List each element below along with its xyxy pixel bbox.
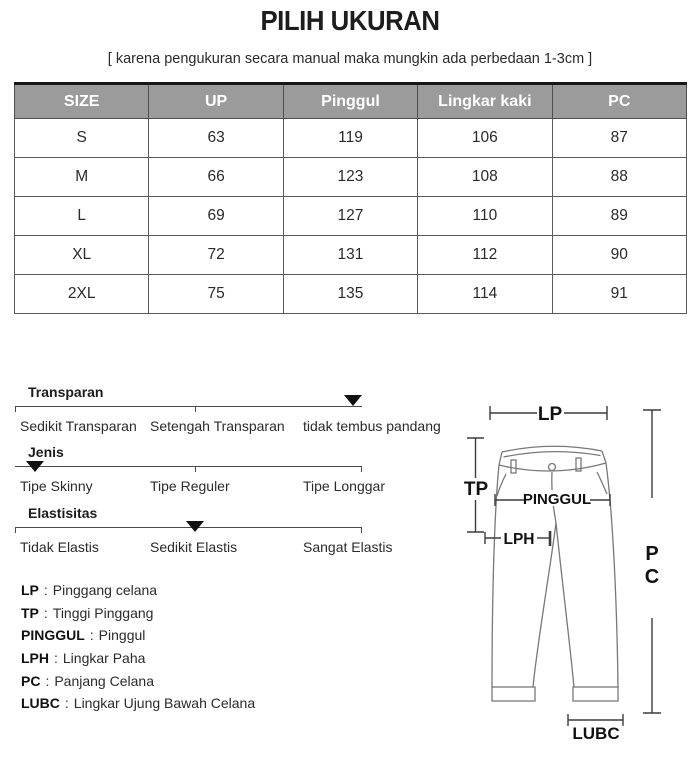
legend-item	[21, 582, 255, 605]
pc-cell: 90	[552, 236, 686, 275]
scale-tick	[195, 466, 196, 472]
marker-triangle-icon	[344, 395, 362, 406]
legend-separator: :	[64, 695, 69, 712]
pinggul-cell: 123	[283, 158, 417, 197]
legend-desc: Pinggang celana	[52, 582, 158, 598]
marker-triangle-icon	[26, 461, 44, 472]
lingkar-kaki-cell: 106	[418, 119, 552, 158]
pants-measurement-diagram	[440, 385, 700, 765]
attribute-title: Elastisitas	[28, 505, 98, 521]
scale-label: Sedikit Transparan	[20, 418, 137, 434]
type-scale	[15, 466, 362, 474]
col-header-size: SIZE	[15, 84, 149, 119]
legend-key: LPH	[21, 650, 49, 667]
pinggul-label: PINGGUL	[522, 491, 592, 508]
size-table-header-row	[15, 84, 687, 119]
scale-labels	[20, 478, 438, 495]
scale-label: Tidak Elastis	[20, 539, 99, 555]
legend-item	[21, 673, 255, 696]
legend-desc: Lingkar Paha	[62, 650, 146, 667]
up-cell: 66	[149, 158, 283, 197]
scale-label: Sedikit Elastis	[150, 539, 238, 555]
legend-separator: :	[45, 672, 50, 689]
legend	[21, 582, 255, 718]
pc-cell: 89	[552, 197, 686, 236]
scale-label: Sangat Elastis	[303, 539, 393, 555]
legend-separator: :	[43, 582, 48, 598]
scale-labels	[20, 539, 438, 556]
attribute-elasticity	[20, 505, 438, 556]
pants-outline	[492, 446, 618, 701]
scale-tick	[15, 406, 16, 412]
marker-triangle-icon	[186, 521, 204, 532]
scale-line	[15, 406, 362, 407]
up-cell: 69	[149, 197, 283, 236]
scale-label: Tipe Skinny	[20, 478, 93, 494]
col-header-pc: PC	[552, 84, 686, 119]
legend-key: LP	[21, 582, 39, 598]
lph-label: LPH	[503, 531, 535, 548]
up-cell: 75	[149, 275, 283, 314]
attribute-type	[20, 444, 438, 495]
scale-tick	[15, 527, 16, 533]
scale-label: Setengah Transparan	[150, 418, 285, 434]
size-cell: M	[15, 158, 149, 197]
table-row-m	[15, 158, 687, 197]
size-cell: S	[15, 119, 149, 158]
legend-separator: :	[43, 604, 48, 621]
col-header-up: UP	[149, 84, 283, 119]
tp-label: TP	[463, 479, 489, 500]
scale-label: tidak tembus pandang	[303, 418, 441, 434]
scale-labels	[20, 418, 441, 435]
page-subtitle: [ karena pengukuran secara manual maka mungkin ada perbedaan 1-3cm ]	[107, 51, 593, 67]
col-header-pinggul: Pinggul	[283, 84, 417, 119]
legend-separator: :	[89, 627, 94, 644]
scale-tick	[361, 466, 362, 472]
up-cell: 63	[149, 119, 283, 158]
pinggul-cell: 127	[283, 197, 417, 236]
size-cell: XL	[15, 236, 149, 275]
pc-cell: 91	[552, 275, 686, 314]
scale-tick	[361, 527, 362, 533]
attribute-transparency	[20, 384, 441, 435]
legend-item	[21, 627, 255, 650]
pc-label-p: P	[645, 543, 659, 565]
table-row-l	[15, 197, 687, 236]
legend-key: TP	[21, 604, 39, 621]
pinggul-cell: 135	[283, 275, 417, 314]
scale-label: Tipe Reguler	[150, 478, 230, 494]
pc-label-c: C	[644, 566, 660, 588]
attribute-title: Jenis	[28, 444, 64, 460]
pinggul-cell: 119	[283, 119, 417, 158]
page-title: PILIH UKURAN	[260, 5, 440, 36]
elasticity-scale	[15, 527, 362, 535]
legend-key: PC	[21, 672, 41, 689]
scale-tick	[195, 406, 196, 412]
transparency-scale	[15, 406, 362, 414]
table-row-s	[15, 119, 687, 158]
legend-item	[21, 605, 255, 628]
table-row-xl	[15, 236, 687, 275]
lingkar-kaki-cell: 108	[418, 158, 552, 197]
size-table	[14, 82, 687, 314]
legend-desc: Pinggul	[98, 627, 146, 644]
legend-separator: :	[54, 650, 58, 667]
lingkar-kaki-cell: 110	[418, 197, 552, 236]
up-cell: 72	[149, 236, 283, 275]
size-cell: L	[15, 197, 149, 236]
legend-item	[21, 650, 255, 673]
legend-item	[21, 695, 255, 718]
lingkar-kaki-cell: 114	[418, 275, 552, 314]
col-header-lingkar-kaki: Lingkar kaki	[418, 84, 552, 119]
scale-label: Tipe Longgar	[303, 478, 385, 494]
legend-key: LUBC	[21, 695, 60, 712]
pinggul-cell: 131	[283, 236, 417, 275]
pc-cell: 87	[552, 119, 686, 158]
attribute-title: Transparan	[28, 384, 104, 400]
table-row-2xl	[15, 275, 687, 314]
scale-line	[15, 466, 362, 467]
lp-label: LP	[537, 404, 563, 425]
pc-cell: 88	[552, 158, 686, 197]
legend-desc: Tinggi Pinggang	[52, 604, 154, 621]
legend-desc: Lingkar Ujung Bawah Celana	[73, 695, 256, 712]
lubc-label: LUBC	[572, 724, 620, 743]
legend-desc: Panjang Celana	[54, 672, 154, 689]
lingkar-kaki-cell: 112	[418, 236, 552, 275]
pants-diagram-svg	[440, 385, 700, 765]
size-cell: 2XL	[15, 275, 149, 314]
legend-key: PINGGUL	[21, 627, 85, 644]
